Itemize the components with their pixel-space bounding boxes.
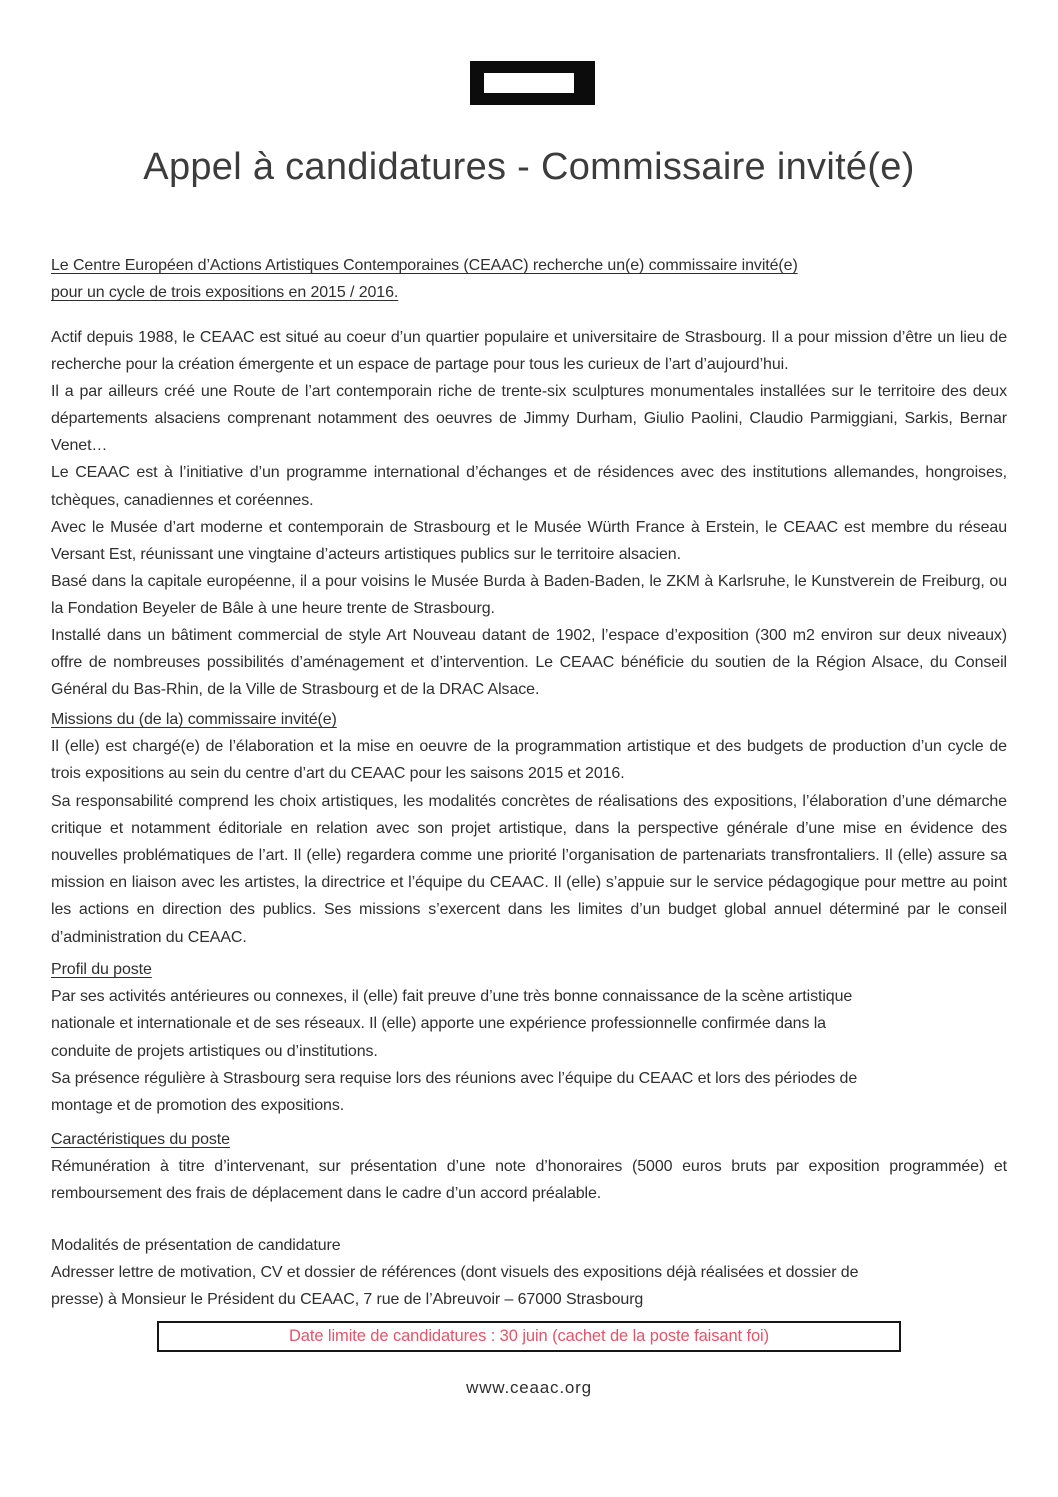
missions-paragraph: Sa responsabilité comprend les choix artistiques, les modalités concrètes de réalisations des expositions, l’élaboration d’une démarche critique et notamment éditoriale en relation avec son projet artistique, dans la perspective générale d’une mise en évidence des nouvelles problématiques de l’art. Il (elle) regardera comme une priorité l’organisation de partenariats transfrontaliers. Il (elle) assure sa mission en liaison avec les artistes, la directrice et l’équipe du CEAAC. Il (elle) s’appuie sur le service pédagogique pour mettre au point les actions en direction des publics. Ses missions s’exercent dans les limites d’un budget global annuel déterminé par le conseil d’administration du CEAAC. — [51, 792, 1007, 946]
missions-paragraph: Il (elle) est chargé(e) de l’élaboration et la mise en oeuvre de la programmation artistique et des budgets de production d’un cycle de trois expositions au sein du centre d’art du CEAAC pour les saisons 2015 et 2016. — [51, 738, 1007, 783]
ceaac-frame-logo-icon — [470, 61, 595, 105]
missions-heading: Missions du (de la) commissaire invité(e) — [51, 711, 337, 728]
profil-line: nationale et internationale et de ses réseaux. Il (elle) apporte une expérience professionnelle confirmée dans la — [51, 1015, 826, 1033]
about-paragraph: Le CEAAC est à l’initiative d’un programme international d’échanges et de résidences avec des institutions allemandes, hongroises, tchèques, canadiennes et coréennes. — [51, 464, 1007, 509]
about-paragraph: Il a par ailleurs créé une Route de l’art contemporain riche de trente-six sculptures monumentales installées sur le territoire des deux départements alsaciens comprenant notamment des oeuvres de Jimmy Durham, Giulio Paolini, Claudio Parmiggiani, Sarkis, Bernar Venet… — [51, 383, 1007, 455]
profil-line: Sa présence régulière à Strasbourg sera requise lors des réunions avec l’équipe du CEAAC et lors des périodes de — [51, 1069, 858, 1087]
profil-line: Par ses activités antérieures ou connexes, il (elle) fait preuve d’une très bonne connaissance de la scène artistique — [51, 988, 853, 1006]
about-paragraph: Basé dans la capitale européenne, il a pour voisins le Musée Burda à Baden-Baden, le ZKM à Karlsruhe, le Kunstverein de Freiburg, ou la Fondation Beyeler de Bâle à une heure trente de Strasbourg. — [51, 572, 1007, 617]
caracteristiques-paragraph: Rémunération à titre d’intervenant, sur présentation d’une note d’honoraires (5000 euros bruts par exposition programmée) et remboursement des frais de déplacement dans le cadre d’un accord préalable. — [51, 1158, 1007, 1203]
profil-section — [51, 956, 1007, 1119]
caracteristiques-section — [51, 1126, 1007, 1208]
missions-section — [51, 706, 1007, 951]
modalites-heading: Modalités de présentation de candidature — [51, 1237, 341, 1254]
deadline-box — [157, 1321, 901, 1352]
intro-block — [51, 252, 1007, 306]
profil-heading: Profil du poste — [51, 961, 152, 978]
about-paragraph: Avec le Musée d’art moderne et contemporain de Strasbourg et le Musée Würth France à Erstein, le CEAAC est membre du réseau Versant Est, réunissant une vingtaine d’acteurs artistiques publics sur le territoire alsacien. — [51, 518, 1007, 563]
profil-line: conduite de projets artistiques ou d’institutions. — [51, 1042, 378, 1060]
intro-line: Le Centre Européen d’Actions Artistiques Contemporaines (CEAAC) recherche un(e) commissaire invité(e) — [51, 257, 798, 274]
modalites-line: Adresser lettre de motivation, CV et dossier de références (dont visuels des expositions déjà réalisées et dossier de — [51, 1264, 859, 1282]
profil-line: montage et de promotion des expositions. — [51, 1097, 345, 1115]
about-paragraph: Actif depuis 1988, le CEAAC est situé au coeur d’un quartier populaire et universitaire de Strasbourg. Il a pour mission d’être un lieu de recherche pour la création émergente et un espace de partage pour tous les curieux de l’art d’aujourd’hui. — [51, 329, 1007, 374]
modalites-line: presse) à Monsieur le Président du CEAAC, 7 rue de l’Abreuvoir – 67000 Strasbourg — [51, 1291, 644, 1309]
page-title: Appel à candidatures - Commissaire invité(e) — [143, 146, 915, 188]
website-url: www.ceaac.org — [466, 1378, 592, 1397]
about-block — [51, 324, 1007, 703]
modalites-section — [51, 1232, 1007, 1314]
deadline-text: Date limite de candidatures : 30 juin (cachet de la poste faisant foi) — [288, 1327, 770, 1345]
ceaac-frame-logo-inner — [484, 73, 574, 93]
about-paragraph: Installé dans un bâtiment commercial de style Art Nouveau datant de 1902, l’espace d’exposition (300 m2 environ sur deux niveaux) offre de nombreuses possibilités d’aménagement et d’intervention. Le CEAAC bénéficie du soutien de la Région Alsace, du Conseil Général du Bas-Rhin, de la Ville de Strasbourg et de la DRAC Alsace. — [51, 627, 1007, 699]
caracteristiques-heading: Caractéristiques du poste — [51, 1131, 230, 1148]
intro-line: pour un cycle de trois expositions en 2015 / 2016. — [51, 284, 399, 302]
